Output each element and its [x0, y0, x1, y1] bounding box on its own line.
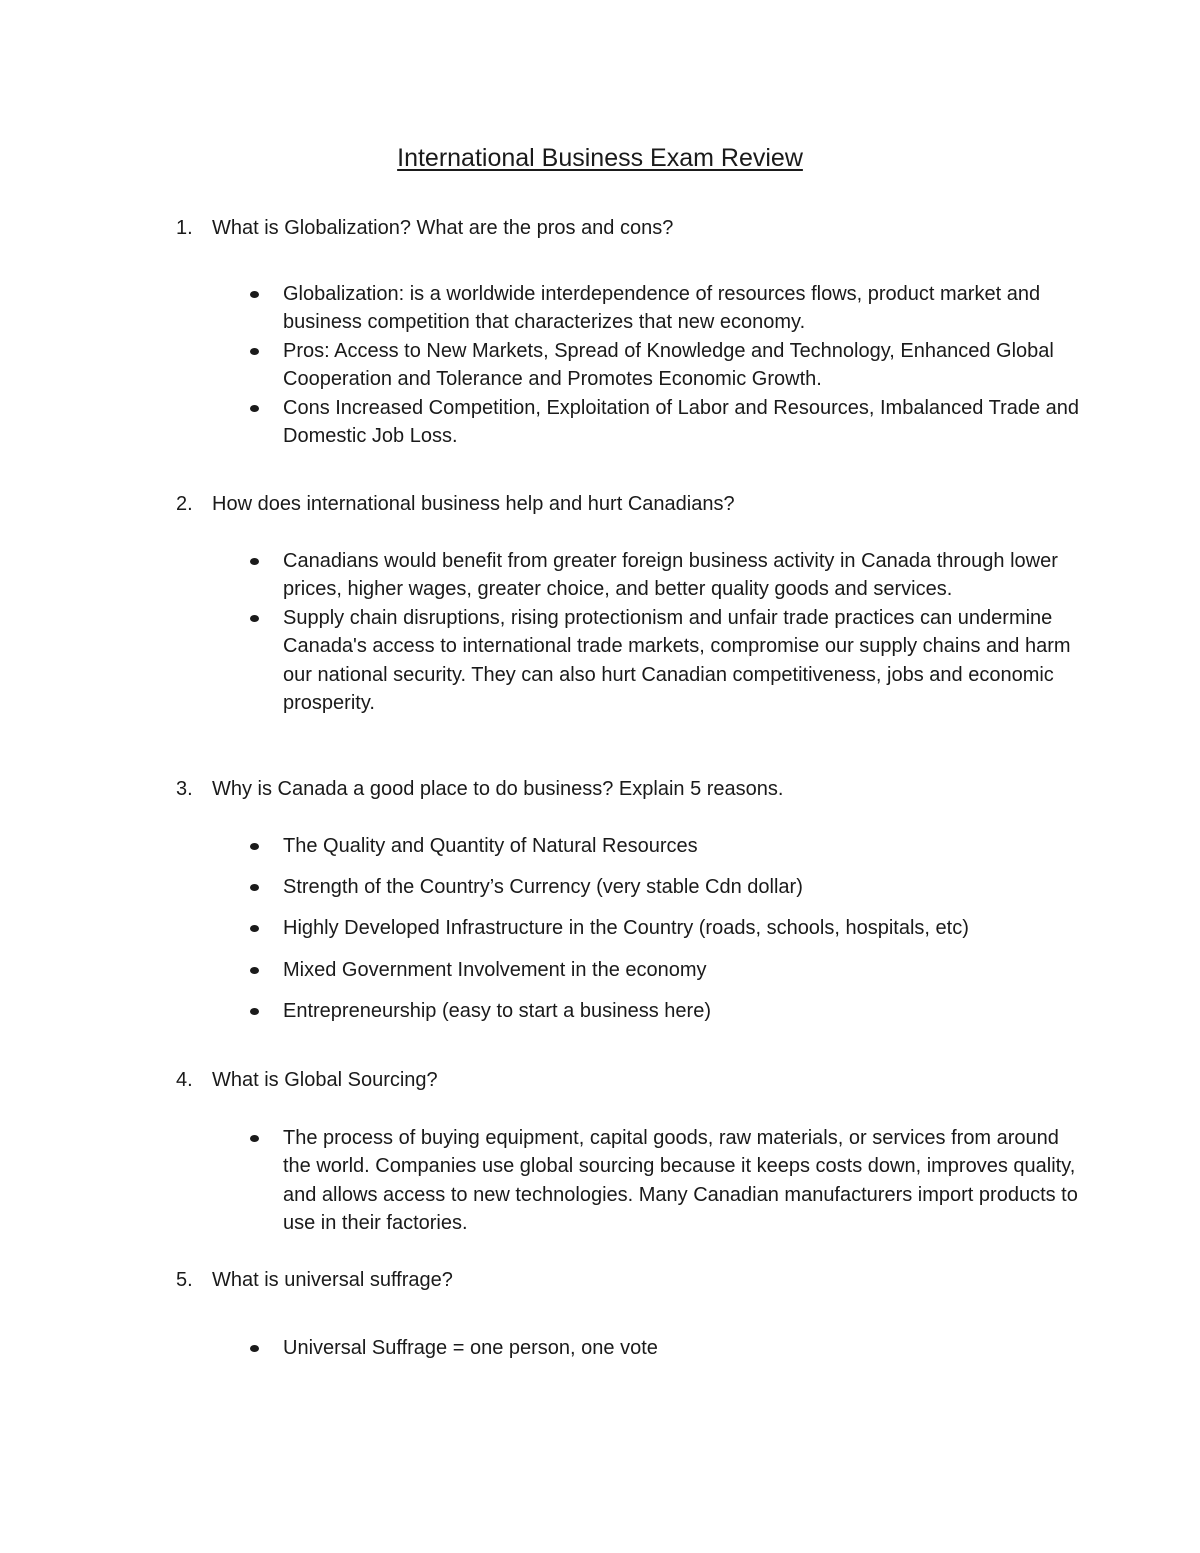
list-item — [0, 956, 1083, 984]
bullet-icon — [250, 967, 259, 974]
list-item — [0, 1124, 1083, 1238]
bullet-icon — [250, 558, 259, 565]
answer-text: Mixed Government Involvement in the economy — [283, 958, 707, 981]
answer-text: Canadians would benefit from greater foreign business activity in Canada through lower prices, higher wages, greater choice, and better quality goods and services. — [283, 550, 1058, 601]
bullet-icon — [250, 843, 259, 850]
bullet-icon — [250, 405, 259, 412]
bullet-icon — [250, 1135, 259, 1142]
list-item — [0, 832, 1083, 860]
question-text: What is Global Sourcing? — [212, 1069, 438, 1091]
bullet-icon — [250, 291, 259, 298]
list-item — [0, 394, 1083, 451]
answer-text: The process of buying equipment, capital goods, raw materials, or services from around the world. Companies use global sourcing because it keeps costs down, improves quality, and allows access to new technologies. Many Canadian manufacturers import products to use in their factories. — [283, 1127, 1078, 1235]
list-item — [0, 1334, 1083, 1362]
list-item — [0, 997, 1083, 1025]
answer-list-1 — [0, 280, 1200, 450]
question-text: How does international business help and hurt Canadians? — [212, 493, 735, 515]
question-text: Why is Canada a good place to do business? Explain 5 reasons. — [212, 778, 784, 800]
bullet-icon — [250, 348, 259, 355]
answer-list-2 — [0, 547, 1200, 717]
list-item — [0, 873, 1083, 901]
answer-list-3 — [0, 832, 1200, 1038]
list-item — [0, 547, 1083, 604]
answer-text: Strength of the Country’s Currency (very stable Cdn dollar) — [283, 876, 803, 899]
question-text: What is Globalization? What are the pros and cons? — [212, 217, 674, 239]
question-number: 4. — [176, 1069, 193, 1091]
answer-text: Highly Developed Infrastructure in the Country (roads, schools, hospitals, etc) — [283, 917, 969, 940]
answer-text: Cons Increased Competition, Exploitation of Labor and Resources, Imbalanced Trade and Domestic Job Loss. — [283, 396, 1080, 448]
question-number: 5. — [176, 1269, 193, 1291]
answer-text: Pros: Access to New Markets, Spread of Knowledge and Technology, Enhanced Global Cooperation and Tolerance and Promotes Economic Growth. — [283, 339, 1054, 391]
question-number: 3. — [176, 778, 193, 800]
list-item — [0, 337, 1083, 394]
answer-text: Universal Suffrage = one person, one vote — [283, 1337, 658, 1359]
answer-list-4 — [0, 1124, 1200, 1238]
bullet-icon — [250, 1345, 259, 1352]
list-item — [0, 280, 1083, 337]
document-title: International Business Exam Review — [397, 144, 803, 172]
answer-text: Supply chain disruptions, rising protectionism and unfair trade practices can undermine Canada's access to international trade markets, compromise our supply chains and harm our national security. They can also hurt Canadian competitiveness, jobs and economic prosperity. — [283, 606, 1071, 715]
question-number: 2. — [176, 493, 193, 515]
list-item — [0, 604, 1083, 718]
answer-list-5 — [0, 1334, 1200, 1362]
question-number: 1. — [176, 217, 193, 239]
bullet-icon — [250, 884, 259, 891]
bullet-icon — [250, 1008, 259, 1015]
answer-text: Globalization: is a worldwide interdependence of resources flows, product market and business competition that characterizes that new economy. — [283, 283, 1041, 334]
answer-text: Entrepreneurship (easy to start a business here) — [283, 999, 711, 1022]
answer-text: The Quality and Quantity of Natural Resources — [283, 835, 698, 857]
list-item — [0, 914, 1083, 942]
bullet-icon — [250, 925, 259, 932]
question-text: What is universal suffrage? — [212, 1269, 453, 1291]
bullet-icon — [250, 615, 259, 622]
